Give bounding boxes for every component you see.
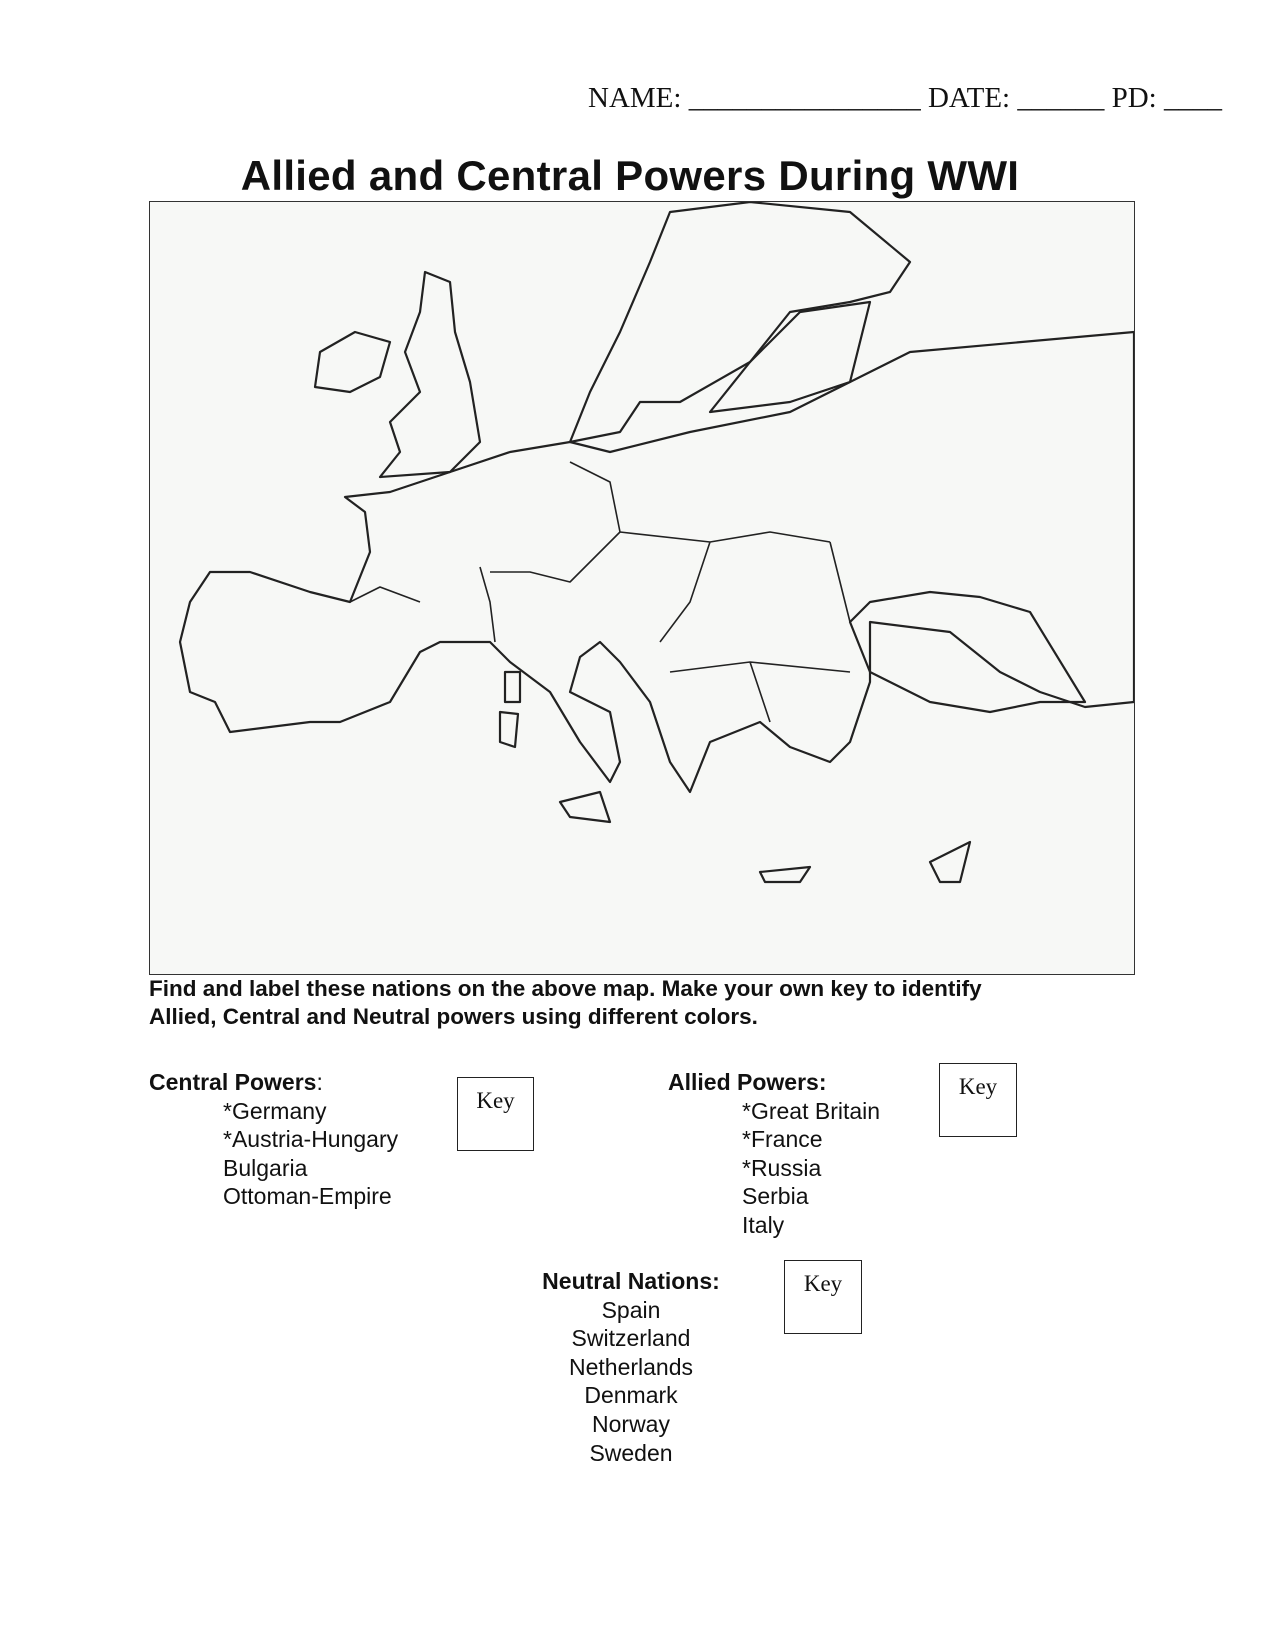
finland-outline	[710, 302, 870, 412]
neutral-item: Sweden	[589, 1439, 673, 1466]
allied-item: Italy	[742, 1211, 785, 1238]
instructions-line-1: Find and label these nations on the above map. Make your own key to identify	[149, 976, 982, 1001]
allied-item: *Russia	[742, 1154, 822, 1181]
allied-item: *Great Britain	[742, 1097, 881, 1124]
central-powers-section	[149, 1068, 398, 1211]
name-date-period-line: NAME: ________________ DATE: ______ PD: ____	[588, 82, 1222, 114]
neutral-item: Norway	[592, 1410, 670, 1437]
page-title: Allied and Central Powers During WWI	[240, 152, 1020, 199]
instructions	[149, 975, 982, 1031]
ireland-outline	[315, 332, 390, 392]
allied-item: *France	[742, 1126, 823, 1153]
instructions-line-2: Allied, Central and Neutral powers using different colors.	[149, 1004, 758, 1029]
central-powers-heading: Central Powers	[149, 1069, 317, 1095]
allied-powers-heading: Allied Powers:	[668, 1069, 827, 1095]
central-powers-colon: :	[316, 1069, 323, 1095]
allied-key-box: Key	[939, 1063, 1017, 1137]
europe-outline-map	[149, 201, 1135, 975]
neutral-nations-section	[501, 1267, 761, 1467]
black-sea-outline	[850, 592, 1085, 712]
central-item: *Austria-Hungary	[223, 1126, 399, 1153]
allied-item: Serbia	[742, 1183, 809, 1210]
neutral-item: Netherlands	[568, 1353, 694, 1380]
central-item: Ottoman-Empire	[223, 1183, 392, 1210]
scandinavia-outline	[570, 202, 910, 442]
neutral-key-box: Key	[784, 1260, 862, 1334]
neutral-nations-heading: Neutral Nations:	[542, 1268, 720, 1294]
central-item: Bulgaria	[223, 1154, 308, 1181]
neutral-item: Spain	[601, 1296, 661, 1323]
neutral-item: Denmark	[584, 1382, 678, 1409]
neutral-item: Switzerland	[571, 1325, 691, 1352]
central-key-box: Key	[457, 1077, 534, 1151]
great-britain-outline	[380, 272, 480, 477]
islands-outline	[500, 672, 970, 882]
country-borders	[350, 462, 850, 722]
allied-powers-section	[668, 1068, 880, 1240]
central-item: *Germany	[223, 1097, 327, 1124]
